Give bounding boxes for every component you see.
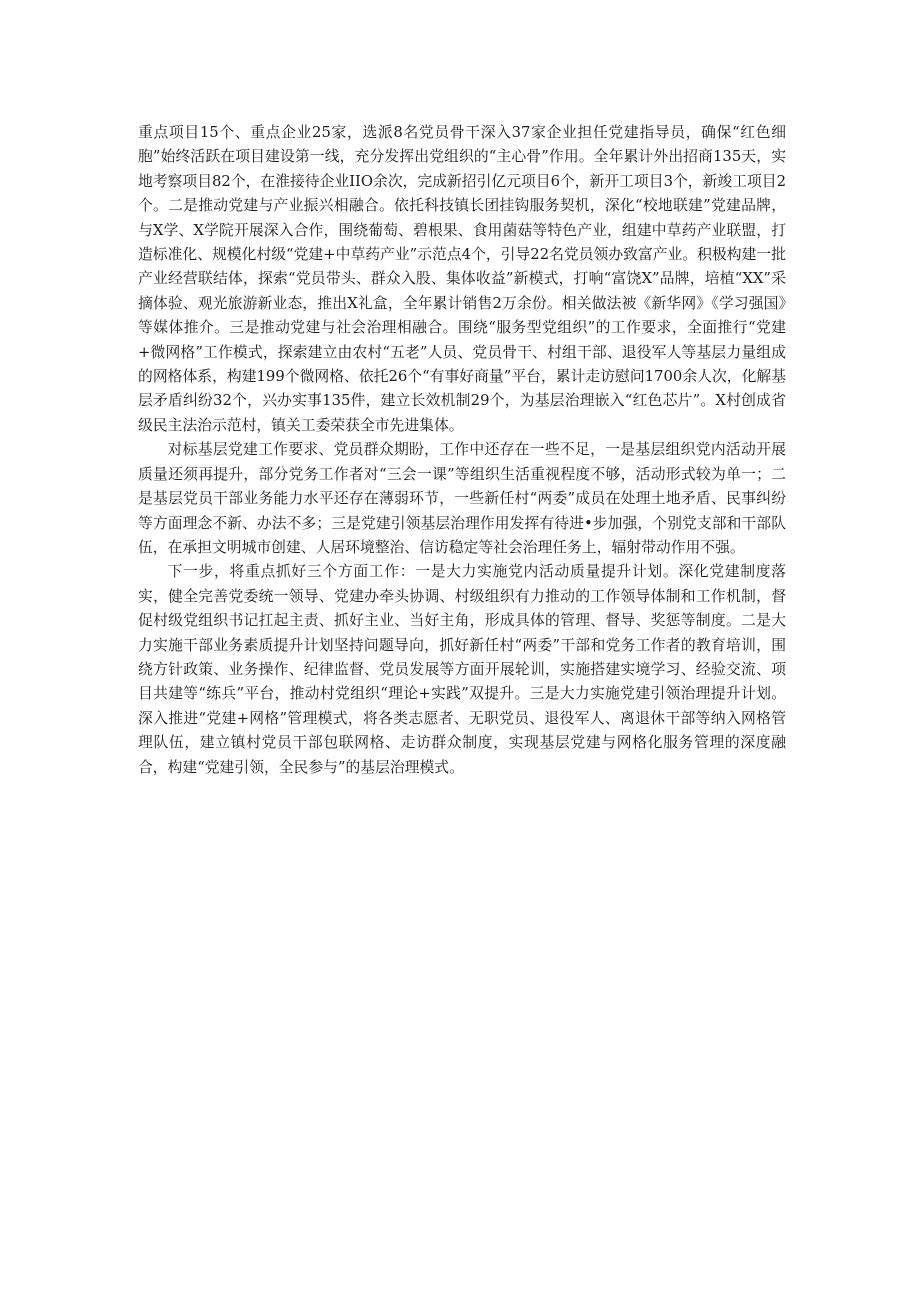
paragraph-shortcomings: 对标基层党建工作要求、党员群众期盼，工作中还存在一些不足，一是基层组织党内活动开展质量还须再提升，部分党务工作者对“三会一课”等组织生活重视程度不够，活动形式较为单一；二是基层党员干部业务能力水平还存在薄弱环节，一些新任村“两委”成员在处理土地矛盾、民事纠纷等方面理念不新、办法不多；三是党建引领基层治理作用发挥有待进•步加强，个别党支部和干部队伍，在承担文明城市创建、人居环境整治、信访稳定等社会治理任务上，辐射带动作用不强。 (138, 441, 786, 556)
document-page (138, 121, 786, 780)
paragraph-achievements: 重点项目15个、重点企业25家，选派8名党员骨干深入37家企业担任党建指导员，确保“红色细胞”始终活跃在项目建设第一线，充分发挥出党组织的“主心骨”作用。全年累计外出招商135天，实地考察项目82个，在淮接待企业IIO余次，完成新招引亿元项目6个，新开工项目3个，新竣工项目2个。二是推动党建与产业振兴相融合。依托科技镇长团挂钩服务契机，深化“校地联建”党建品牌，与X学、X学院开展深入合作，围绕葡萄、碧根果、食用菌菇等特色产业，组建中草药产业联盟，打造标准化、规模化村级“党建+中草药产业”示范点4个，引导22名党员领办致富产业。积极构建一批产业经营联结体，探索“党员带头、群众入股、集体收益”新模式，打响“富饶X”品牌，培植“XX”采摘体验、观光旅游新业态，推出X礼盒，全年累计销售2万余份。相关做法被《新华网》《学习强国》等媒体推介。三是推动党建与社会治理相融合。围绕“服务型党组织”的工作要求，全面推行“党建+微网格”工作模式，探索建立由农村“五老”人员、党员骨干、村组干部、退役军人等基层力量组成的网格体系，构建199个微网格、依托26个“有事好商量”平台，累计走访慰问1700余人次，化解基层矛盾纠纷32个，兴办实事135件，建立长效机制29个，为基层治理嵌入“红色芯片”。X村创成省级民主法治示范村，镇关工委荣获全市先进集体。 (138, 124, 786, 434)
paragraph-next-steps: 下一步，将重点抓好三个方面工作：一是大力实施党内活动质量提升计划。深化党建制度落实，健全完善党委统一领导、党建办牵头协调、村级组织有力推动的工作领导体制和工作机制，督促村级党组织书记扛起主责、抓好主业、当好主角，形成具体的管理、督导、奖惩等制度。二是大力实施干部业务素质提升计划坚持问题导向，抓好新任村“两委”干部和党务工作者的教育培训，围绕方针政策、业务操作、纪律监督、党员发展等方面开展轮训，实施搭建实境学习、经验交流、项目共建等“练兵”平台，推动村党组织“理论+实践”双提升。三是大力实施党建引领治理提升计划。深入推进“党建+网格”管理模式，将各类志愿者、无职党员、退役军人、离退休干部等纳入网格管理队伍，建立镇村党员干部包联网格、走访群众制度，实现基层党建与网格化服务管理的深度融合，构建“党建引领，全民参与”的基层治理模式。 (138, 563, 786, 776)
